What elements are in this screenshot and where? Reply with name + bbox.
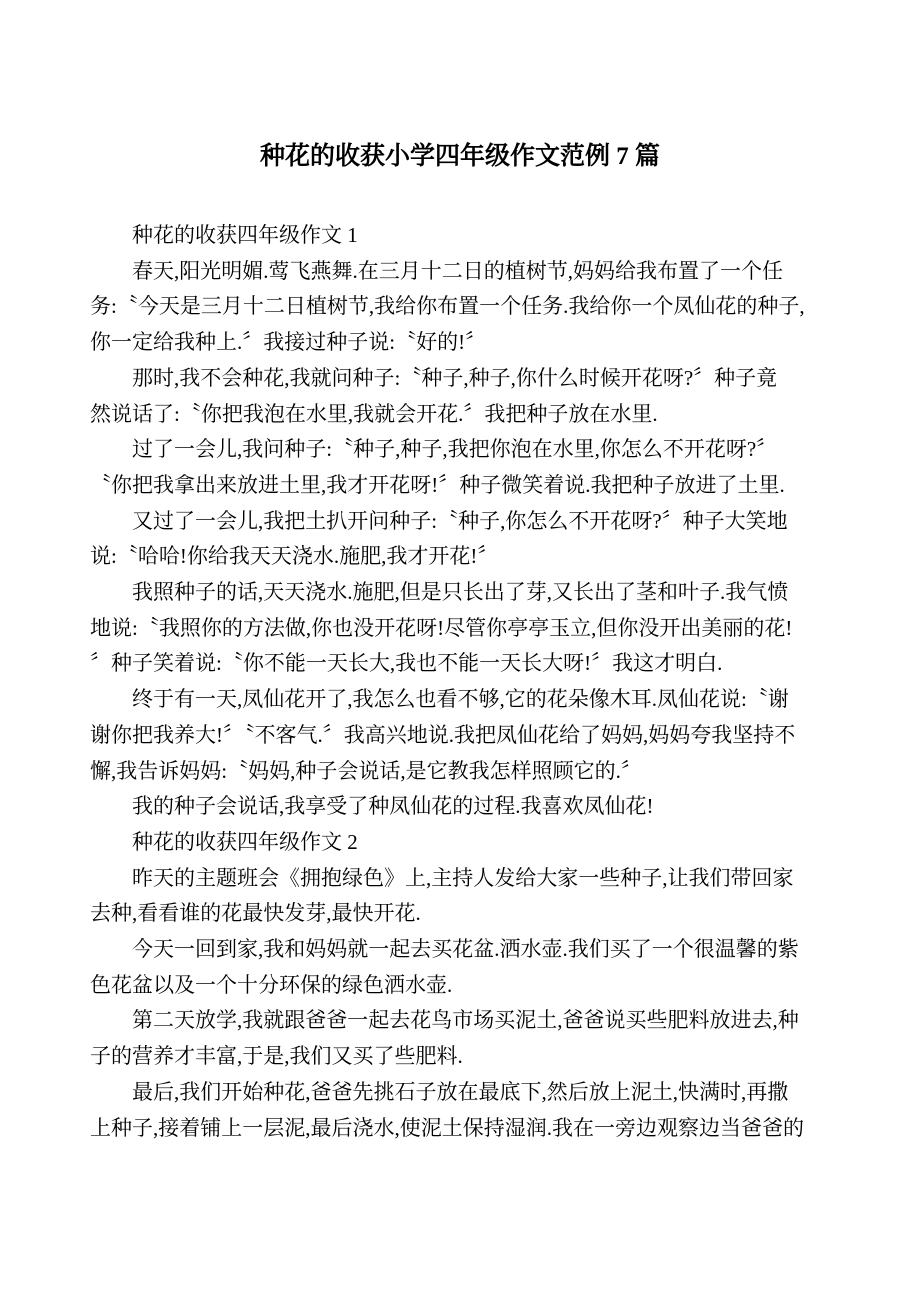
text-line: 谢你把我养大!〞〝不客气.〞我高兴地说.我把凤仙花给了妈妈,妈妈夸我坚持不 [90, 722, 796, 747]
text-line: 地说:〝我照你的方法做,你也没开花呀!尽管你亭亭玉立,但你没开出美丽的花! [90, 615, 793, 640]
text-line: 去种,看看谁的花最快发芽,最快开花. [90, 901, 421, 926]
text-line: 务:〝今天是三月十二日植树节,我给你布置一个任务.我给你一个凤仙花的种子, [90, 294, 805, 319]
essay-heading: 种花的收获四年级作文 1 [132, 223, 358, 247]
text-line: 你一定给我种上.〞我接过种子说:〝好的!〞 [90, 330, 487, 355]
text-line: 〝你把我拿出来放进土里,我才开花呀!〞种子微笑着说.我把种子放进了土里. [90, 472, 785, 497]
text-line: 说:〝哈哈!你给我天天浇水.施肥,我才开花!〞 [90, 544, 499, 569]
essay-heading: 种花的收获四年级作文 2 [132, 829, 358, 854]
text-line: 上种子,接着铺上一层泥,最后浇水,使泥土保持湿润.我在一旁边观察边当爸爸的 [90, 1115, 804, 1140]
text-line: 〞种子笑着说:〝你不能一天长大,我也不能一天长大呀!〞我这才明白. [90, 651, 723, 676]
text-line: 今天一回到家,我和妈妈就一起去买花盆.洒水壶.我们买了一个很温馨的紫 [132, 937, 799, 962]
text-line: 第二天放学,我就跟爸爸一起去花鸟市场买泥土,爸爸说买些肥料放进去,种 [132, 1008, 799, 1033]
text-line: 那时,我不会种花,我就问种子:〝种子,种子,你什么时候开花呀?〞种子竟 [132, 365, 778, 390]
text-line: 最后,我们开始种花,爸爸先挑石子放在最底下,然后放上泥土,快满时,再撒 [132, 1079, 789, 1104]
document-title: 种花的收获小学四年级作文范例 7 篇 [259, 143, 660, 170]
text-line: 昨天的主题班会《拥抱绿色》上,主持人发给大家一些种子,让我们带回家 [132, 865, 794, 890]
text-line: 又过了一会儿,我把土扒开问种子:〝种子,你怎么不开花呀?〞种子大笑地 [132, 508, 788, 533]
text-line: 我的种子会说话,我享受了种凤仙花的过程.我喜欢凤仙花! [132, 794, 654, 819]
text-line: 春天,阳光明媚.莺飞燕舞.在三月十二日的植树节,妈妈给我布置了一个任 [132, 258, 783, 283]
text-line: 色花盆以及一个十分环保的绿色洒水壶. [90, 972, 453, 997]
document-body [0, 173, 920, 1146]
text-line: 子的营养才丰富,于是,我们又买了些肥料. [90, 1044, 463, 1069]
text-line: 懈,我告诉妈妈:〝妈妈,种子会说话,是它教我怎样照顾它的.〞 [90, 758, 642, 783]
text-line: 然说话了:〝你把我泡在水里,我就会开花.〞我把种子放在水里. [90, 401, 658, 426]
text-line: 终于有一天,凤仙花开了,我怎么也看不够,它的花朵像木耳.凤仙花说:〝谢 [132, 687, 789, 712]
text-line: 我照种子的话,天天浇水.施肥,但是只长出了芽,又长出了茎和叶子.我气愤 [132, 580, 789, 605]
text-line: 过了一会儿,我问种子:〝种子,种子,我把你泡在水里,你怎么不开花呀?〞 [132, 437, 778, 462]
